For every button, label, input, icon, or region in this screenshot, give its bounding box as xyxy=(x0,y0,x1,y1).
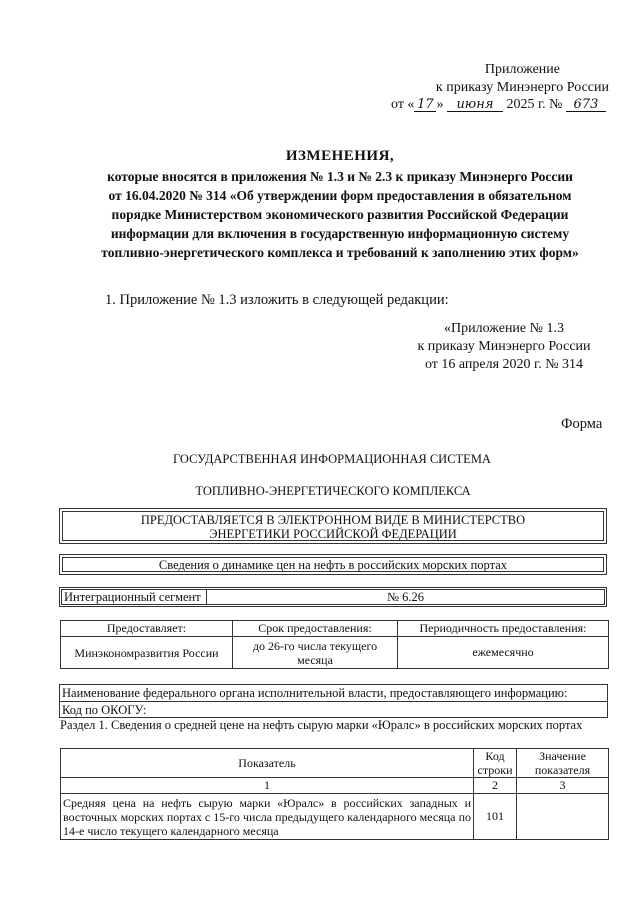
main-col-number-2: 2 xyxy=(474,778,517,794)
app-ref-line-1: «Приложение № 1.3 xyxy=(444,321,564,336)
provision-deadline: до 26-го числа текущего месяца xyxy=(233,637,398,669)
header-ot: от « xyxy=(391,97,415,112)
title-line-1: которые вносятся в приложения № 1.3 и № 2.3 к приказу Минэнерго России xyxy=(107,169,573,184)
provision-table xyxy=(60,620,609,669)
forma-label: Форма xyxy=(561,416,603,432)
provision-header-periodicity: Периодичность предоставления: xyxy=(398,621,609,637)
header-close-quote: » xyxy=(436,97,444,112)
title-line-5: топливно-энергетического комплекса и требований к заполнению этих форм» xyxy=(101,245,579,260)
appendix-reference xyxy=(395,320,613,374)
okogu-label: Код по ОКОГУ: xyxy=(62,703,147,717)
federal-organ-box xyxy=(59,684,608,718)
segment-value: № 6.26 xyxy=(387,590,424,604)
provided-line-1: ПРЕДОСТАВЛЯЕТСЯ В ЭЛЕКТРОННОМ ВИДЕ В МИНИСТЕРСТВО xyxy=(140,513,526,527)
main-col-number-1: 1 xyxy=(61,778,474,794)
segment-label: Интеграционный сегмент xyxy=(62,590,207,604)
main-row-indicator: Средняя цена на нефть сырую марки «Юралс» в российских западных и восточных морских портах с 15-го числа предыдущего календарного месяца по 14-е число текущего календарного месяца xyxy=(61,794,474,840)
title-heading: ИЗМЕНЕНИЯ, xyxy=(285,148,395,164)
provision-provider: Минэкономразвития России xyxy=(61,637,233,669)
header-year-no: 2025 г. № xyxy=(506,97,563,112)
app-ref-line-3: от 16 апреля 2020 г. № 314 xyxy=(424,357,584,372)
provided-electronically-box xyxy=(59,508,607,544)
item-1-text: 1. Приложение № 1.3 изложить в следующей редакции: xyxy=(105,292,449,308)
app-ref-line-2: к приказу Минэнерго России xyxy=(417,339,591,354)
title-line-2: от 16.04.2020 № 314 «Об утверждении форм предоставления в обязательном xyxy=(108,188,572,203)
main-header-code: Код строки xyxy=(474,749,517,778)
header-number: 673 xyxy=(566,98,606,112)
main-row-value[interactable] xyxy=(517,794,609,840)
gis-line-2: ТОПЛИВНО-ЭНЕРГЕТИЧЕСКОГО КОМПЛЕКСА xyxy=(195,484,471,498)
title-line-4: информации для включения в государственную информационную систему xyxy=(110,226,570,241)
header-line-2: к приказу Минэнерго России xyxy=(435,80,609,95)
provided-line-2: ЭНЕРГЕТИКИ РОССИЙСКОЙ ФЕДЕРАЦИИ xyxy=(209,527,457,541)
gis-line-1: ГОСУДАРСТВЕННАЯ ИНФОРМАЦИОННАЯ СИСТЕМА xyxy=(173,452,491,466)
svedeniya-box xyxy=(59,554,607,575)
svedeniya-text: Сведения о динамике цен на нефть в российских морских портах xyxy=(62,557,604,572)
title-block xyxy=(40,167,640,262)
header-date-line xyxy=(391,97,606,113)
provision-periodicity: ежемесячно xyxy=(398,637,609,669)
main-table xyxy=(60,748,609,840)
main-row-code: 101 xyxy=(474,794,517,840)
main-header-indicator: Показатель xyxy=(61,749,474,778)
table-row xyxy=(61,794,609,840)
header-day: 17 xyxy=(414,98,436,112)
header-line-1: Приложение xyxy=(484,62,560,77)
federal-organ-label: Наименование федерального органа исполнительной власти, предоставляющего информацию: xyxy=(60,685,607,702)
provision-header-deadline: Срок предоставления: xyxy=(233,621,398,637)
header-month: июня xyxy=(447,98,503,112)
provision-header-provider: Предоставляет: xyxy=(61,621,233,637)
main-header-value: Значение показателя xyxy=(517,749,609,778)
main-col-number-3: 3 xyxy=(517,778,609,794)
section-1-title: Раздел 1. Сведения о средней цене на нефть сырую марки «Юралс» в российских морских портах xyxy=(60,718,583,732)
title-line-3: порядке Министерством экономического развития Российской Федерации xyxy=(111,207,569,222)
integration-segment-box xyxy=(59,587,607,607)
